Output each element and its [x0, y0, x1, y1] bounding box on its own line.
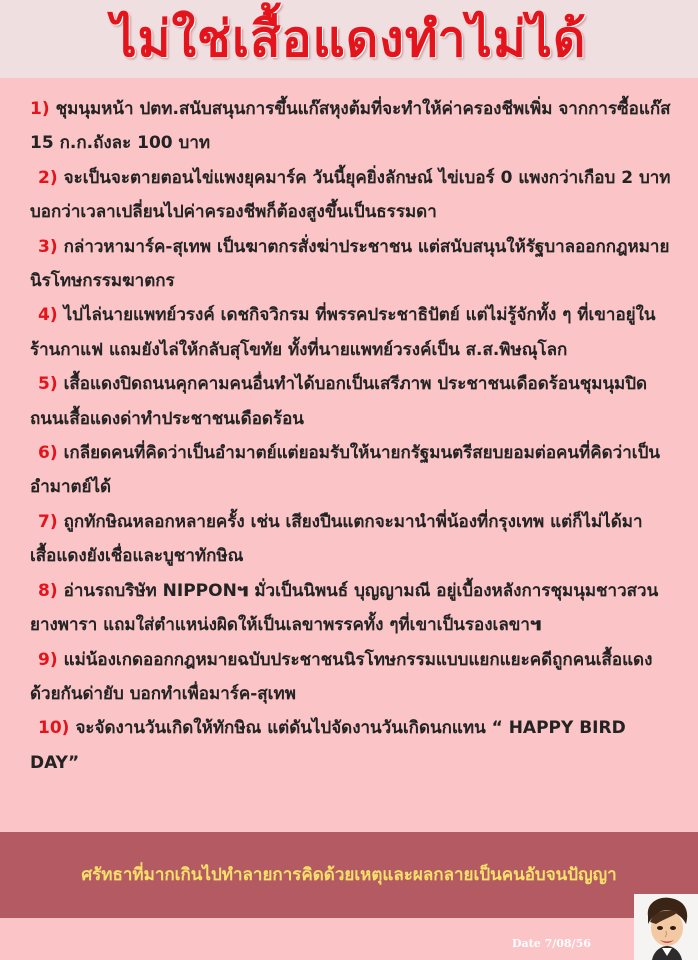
date-label: Date 7/08/56	[512, 937, 591, 950]
list-item	[30, 161, 674, 230]
item-number: 7)	[38, 511, 58, 532]
item-text: กล่าวหามาร์ค-สุเทพ เป็นฆาตกรสั่งฆ่าประชาชน แต่สนับสนุนให้รัฐบาลออกกฎหมายนิรโทษกรรมฆาตกร	[30, 236, 670, 292]
list-item	[30, 436, 674, 505]
item-text: ไปไล่นายแพทย์วรงค์ เดชกิจวิกรม ที่พรรคประชาธิปัตย์ แต่ไม่รู้จักทั้ง ๆ ที่เขาอยู่ในร้านกาแฟ แถมยังไล่ให้กลับสุโขทัย ทั้งที่นายแพทย์วรงค์เป็น ส.ส.พิษณุโลก	[30, 305, 656, 360]
list-item	[30, 505, 674, 574]
page-title: ไม่ใช่เสื้อแดงทำไม่ได้	[111, 10, 587, 68]
item-text: เสื้อแดงปิดถนนคุกคามคนอื่นทำได้บอกเป็นเสรีภาพ ประชาชนเดือดร้อนชุมนุมปิดถนนเสื้อแดงด่าทำประชาชนเดือดร้อน	[30, 374, 648, 429]
item-text: เกลียดคนที่คิดว่าเป็นอำมาตย์แต่ยอมรับให้นายกรัฐมนตรีสยบยอมต่อคนที่คิดว่าเป็นอำมาตย์ได้	[30, 443, 660, 498]
avatar	[634, 894, 698, 960]
item-text: จะจัดงานวันเกิดให้ทักษิณ แต่ดันไปจัดงานวันเกิดนกแทน “ HAPPY BIRD DAY”	[30, 718, 626, 773]
item-number: 9)	[38, 649, 58, 670]
footer-quote: ศรัทธาที่มากเกินไปทำลายการคิดด้วยเหตุและผลกลายเป็นคนอับจนปัญญา	[81, 865, 617, 885]
item-list	[30, 92, 674, 780]
item-number: 2)	[38, 167, 58, 188]
item-number: 10)	[38, 718, 70, 739]
item-number: 1)	[30, 99, 50, 119]
item-number: 6)	[38, 443, 58, 464]
item-text: ถูกทักษิณหลอกหลายครั้ง เช่น เสียงปืนแตกจะมานำพี่น้องที่กรุงเทพ แต่ก็ไม่ได้มา เสื้อแดงยังเชื่อและบูชาทักษิณ	[30, 511, 643, 567]
title-banner	[0, 0, 698, 78]
item-number: 5)	[38, 374, 58, 395]
list-item	[30, 230, 674, 299]
item-text: ชุมนุมหน้า ปตท.สนับสนุนการขึ้นแก๊สหุงต้มที่จะทำให้ค่าครองชีพเพิ่ม จากการซื้อแก๊ส 15 ก.ก.ถังละ 100 บาท	[30, 99, 671, 154]
item-number: 8)	[38, 580, 58, 601]
list-item	[30, 643, 674, 712]
list-item	[30, 367, 674, 436]
item-text: อ่านรถบริษัท NIPPON๚ มั่วเป็นนิพนธ์ บุญญามณี อยู่เบื้องหลังการชุมนุมชาวสวนยางพารา แถมใส่ตำแหน่งผิดให้เป็นเลขาพรรคทั้ง ๆที่เขาเป็นรองเลขา๚	[30, 580, 659, 636]
list-item	[30, 711, 674, 780]
footer-banner	[0, 832, 698, 918]
cartoon-face-icon	[634, 894, 698, 960]
item-number: 4)	[38, 305, 58, 326]
list-item	[30, 92, 674, 161]
item-number: 3)	[38, 236, 58, 257]
item-text: แม่น้องเกดออกกฎหมายฉบับประชาชนนิรโทษกรรมแบบแยกแยะคดีถูกคนเสื้อแดงด้วยกันด่ายับ บอกทำเพื่อมาร์ค-สุเทพ	[30, 649, 653, 704]
item-text: จะเป็นจะตายตอนไข่แพงยุคมาร์ค วันนี้ยุคยิ่งลักษณ์ ไข่เบอร์ 0 แพงกว่าเกือบ 2 บาท บอกว่าเวลาเปลี่ยนไปค่าครองชีพก็ต้องสูงขึ้นเป็นธรรมดา	[30, 167, 671, 223]
list-item	[30, 574, 674, 643]
list-item	[30, 298, 674, 367]
